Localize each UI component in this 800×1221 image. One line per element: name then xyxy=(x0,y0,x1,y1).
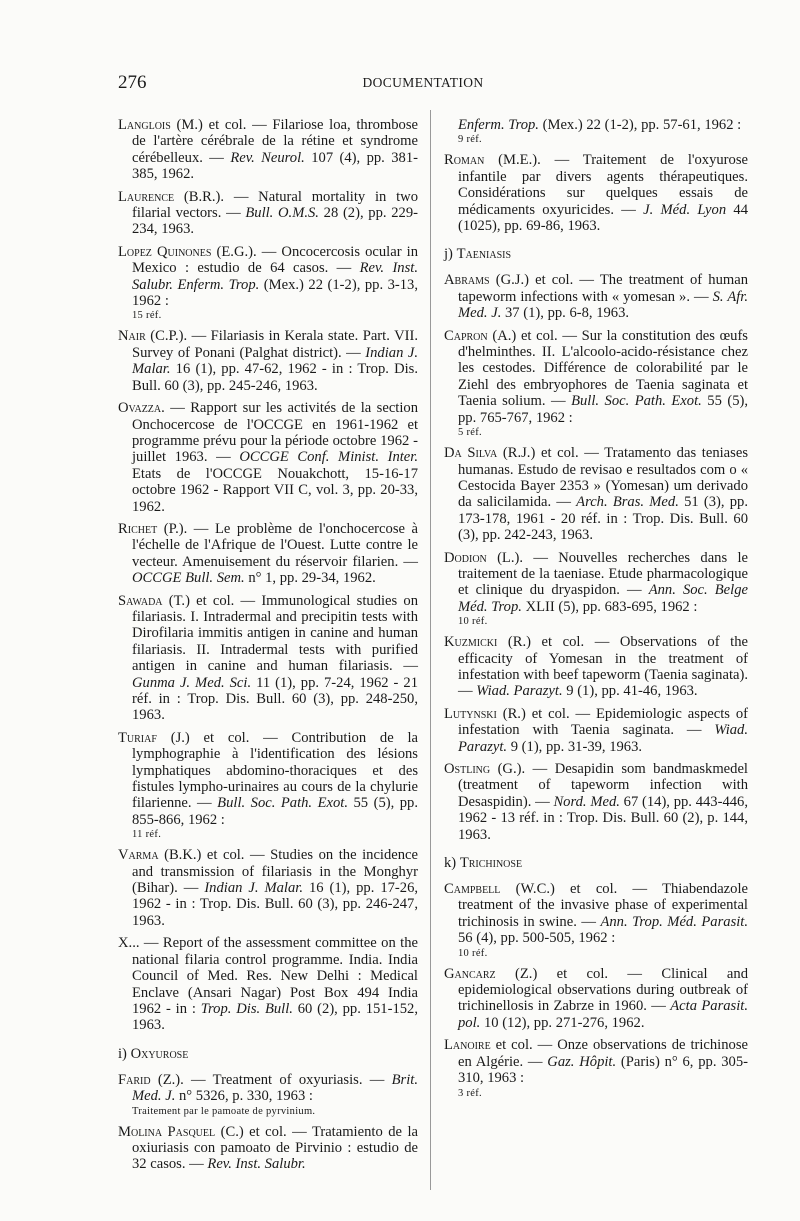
reference-author: Ostling xyxy=(444,761,491,777)
reference-author: Lutynski xyxy=(444,705,497,722)
reference-note: 3 réf. xyxy=(458,1087,482,1099)
reference-journal: Arch. Bras. Med. xyxy=(576,494,679,511)
reference-journal: Brit. Med. J. xyxy=(132,1071,418,1105)
reference-journal: Indian J. Malar. xyxy=(132,344,418,378)
reference-entry xyxy=(444,881,748,960)
reference-tail: 55 (5), pp. 855-866, 1962 : xyxy=(132,795,418,828)
reference-note: 10 réf. xyxy=(458,947,488,959)
reference-author: Kuzmicki xyxy=(444,634,498,651)
reference-tail: (Mex.) 22 (1-2), pp. 3-13, 1962 : xyxy=(132,276,418,310)
right-column xyxy=(444,117,748,1106)
reference-journal: Ann. Soc. Belge Méd. Trop. xyxy=(458,582,748,615)
reference-tail: 44 (1025), pp. 69-86, 1963. xyxy=(458,201,748,235)
reference-journal: Wiad. Parazyt. xyxy=(458,722,748,755)
reference-note: 11 réf. xyxy=(132,829,162,841)
reference-rest: (A.) et col. — Sur la constitution des œufs d'helminthes. II. L'alcoolo-acido-résistance chez les cestodes. Différence de colorabilité par le Ziehl des embryophores de Taenia saginata et Taenia solium. — xyxy=(458,327,748,410)
reference-entry xyxy=(118,593,418,724)
reference-entry xyxy=(444,328,748,439)
reference-tail: 9 (1), pp. 31-39, 1963. xyxy=(507,738,643,755)
reference-entry xyxy=(444,706,748,755)
section-heading-oxyurose: i) Oxyurose xyxy=(118,1045,189,1062)
reference-note: 5 réf. xyxy=(458,427,482,439)
reference-note: 15 réf. xyxy=(132,310,162,322)
reference-entry xyxy=(444,550,748,629)
reference-tail: 51 (3), pp. 173-178, 1961 - 20 réf. in : Trop. Dis. Bull. 60 (3), pp. 242-243, 1963. xyxy=(458,494,748,544)
reference-journal: Rev. Inst. Salubr. xyxy=(207,1156,306,1173)
reference-author: Da Silva xyxy=(444,445,498,462)
page-number: 276 xyxy=(118,72,147,93)
reference-journal: Gaz. Hôpit. xyxy=(547,1053,617,1070)
reference-author: Gancarz xyxy=(444,965,496,982)
reference-author: Ovazza xyxy=(118,400,162,417)
reference-journal: S. Afr. Med. J. xyxy=(458,288,748,322)
reference-author: Varma xyxy=(118,847,159,864)
reference-tail: 67 (14), pp. 443-446, 1962 - 13 réf. in : Trop. Dis. Bull. 60 (2), p. 144, 1963. xyxy=(458,793,748,843)
reference-journal: Indian J. Malar. xyxy=(204,880,303,897)
page-header xyxy=(118,72,728,98)
reference-tail: 60 (2), pp. 151-152, 1963. xyxy=(132,1000,418,1034)
reference-author: Farid xyxy=(118,1071,151,1088)
reference-rest: — Report of the assessment committee on the national filaria control programme. India. India Council of Med. Res. New Delhi : Medical Enclave (Ansari Nagar) Post Box 494 India 1962 - in : xyxy=(132,935,418,1017)
reference-author: Molina Pasquel xyxy=(118,1123,216,1140)
reference-entry xyxy=(118,117,418,183)
reference-tail: 56 (4), pp. 500-505, 1962 : xyxy=(458,930,616,947)
reference-author: Nair xyxy=(118,328,146,345)
reference-entry-continued: Enferm. Trop. (Mex.) 22 (1-2), pp. 57-61, 1962 : 9 réf. xyxy=(458,117,742,146)
reference-rest: (Z.) et col. — Clinical and epidemiological observations during outbreak of trichinellosis in Zabrze in 1960. — xyxy=(458,965,748,1015)
reference-journal: Bull. O.M.S. xyxy=(245,205,319,222)
reference-tail: 10 (12), pp. 271-276, 1962. xyxy=(480,1014,645,1031)
reference-tail: XLII (5), pp. 683-695, 1962 : xyxy=(521,598,698,615)
reference-tail: 107 (4), pp. 381-385, 1962. xyxy=(132,149,418,183)
reference-rest: (Z.). — Treatment of oxyuriasis. — xyxy=(150,1071,392,1088)
reference-rest: (T.) et col. — Immunological studies on filariasis. I. Intradermal and precipitin tests with Dirofilaria immitis antigen in canine and human filariasis. II. Intradermal tests with purified antigen in canine and human filariasis. — xyxy=(132,592,418,675)
reference-rest: . — Rapport sur les activités de la section Onchocercose de l'OCCGE en 1961-1962 et programme prévu pour la période octobre 1962 - juillet 1963. — xyxy=(132,400,418,466)
reference-journal: Bull. Soc. Path. Exot. xyxy=(217,795,348,812)
reference-entry xyxy=(118,1072,418,1118)
reference-rest: (R.) et col. — Epidemiologic aspects of infestation with Taenia saginata. — xyxy=(458,705,748,739)
reference-rest: (R.) et col. — Observations of the efficacity of Yomesan in the treatment of infestation with beef tapeworm (Taenia saginata). — xyxy=(458,634,748,700)
reference-author: Abrams xyxy=(444,272,490,289)
reference-tail: 9 (1), pp. 41-46, 1963. xyxy=(562,683,698,700)
reference-rest: (M.E.). — Traitement de l'oxyurose infantile par divers agents thérapeutiques. Considérations sur quelques essais de médicaments oxyuricides. — xyxy=(458,152,748,218)
reference-rest: (L.). — Nouvelles recherches dans le traitement de la taeniase. Etude pharmacologique et clinique du dryaspidon. — xyxy=(458,549,748,599)
reference-note: 10 réf. xyxy=(458,616,488,628)
reference-rest: (P.). — Le problème de l'onchocercose à l'échelle de l'Afrique de l'Ouest. Lutte contre le vecteur. Amenuisement du réservoir filarien. — xyxy=(132,520,418,570)
reference-entry xyxy=(118,189,418,238)
reference-entry xyxy=(118,1124,418,1173)
reference-author: Capron xyxy=(444,327,488,344)
reference-tail: 28 (2), pp. 229-234, 1963. xyxy=(132,205,418,238)
reference-tail: (Paris) n° 6, pp. 305-310, 1963 : xyxy=(458,1053,748,1087)
reference-entry xyxy=(444,1037,748,1099)
reference-journal: Bull. Soc. Path. Exot. xyxy=(571,393,702,410)
reference-journal: Nord. Med. xyxy=(553,793,620,810)
reference-author: Laurence xyxy=(118,188,175,205)
reference-journal: OCCGE Conf. Minist. Inter. xyxy=(239,449,418,466)
reference-journal: Rev. Neurol. xyxy=(230,149,305,166)
running-title: DOCUMENTATION xyxy=(362,75,484,90)
reference-rest: (R.J.) et col. — Tratamento das teniases humanas. Estudo de revisao e resultados com o « Cestocida Bayer 2353 » (Yomesan) um derivado da salicilamida. — xyxy=(458,445,748,511)
reference-journal: Trop. Dis. Bull. xyxy=(200,1000,293,1017)
reference-author: Langlois xyxy=(118,117,171,133)
reference-entry xyxy=(118,935,418,1033)
reference-journal: OCCGE Bull. Sem. xyxy=(132,570,245,587)
reference-journal: Wiad. Parazyt. xyxy=(476,683,563,700)
reference-entry xyxy=(118,521,418,587)
reference-rest: (J.) et col. — Contribution de la lymphographie à l'identification des lésions lymphatiques abdomino-thoraciques et des fistules lympho-urinaires au cours de la chylurie filarienne. — xyxy=(132,729,418,812)
reference-author: Richet xyxy=(118,520,158,537)
reference-entry xyxy=(118,730,418,841)
reference-journal: Rev. Inst. Salubr. Enferm. Trop. xyxy=(132,260,418,293)
left-column xyxy=(118,117,418,1179)
reference-author: Campbell xyxy=(444,881,501,898)
reference-tail: Etats de l'OCCGE Nouakchott, 15-16-17 octobre 1962 - Rapport VII C, vol. 3, pp. 20-33, 1962. xyxy=(132,465,418,515)
reference-tail: 16 (1), pp. 17-26, 1962 - in : Trop. Dis. Bull. 60 (3), pp. 246-247, 1963. xyxy=(132,880,419,929)
reference-entry xyxy=(444,272,748,321)
reference-rest: (M.) et col. — Filariose loa, thrombose de l'artère cérébrale de la rétine et syndrome cérébelleux. — xyxy=(132,117,418,166)
reference-rest: (C.) et col. — Tratamiento de la oxiuriasis con pamoato de Pirvinio : estudio de 32 casos. — xyxy=(132,1123,418,1173)
reference-author: Dodion xyxy=(444,549,487,566)
reference-rest: (C.P.). — Filariasis in Kerala state. Part. VII. Survey of Ponani (Palghat district). — xyxy=(132,328,418,361)
reference-rest: (G.J.) et col. — The treatment of human tapeworm infections with « yomesan ». — xyxy=(458,272,748,305)
reference-author: Turiaf xyxy=(118,729,157,746)
reference-rest: (B.K.) et col. — Studies on the incidence and transmission of filariasis in the Monghyr (Bihar). — xyxy=(132,847,418,897)
reference-tail: n° 1, pp. 29-34, 1962. xyxy=(244,570,376,587)
reference-rest: (E.G.). — Oncocercosis ocular in Mexico : estudio de 64 casos. — xyxy=(132,243,418,277)
section-heading-taeniasis: j) Taeniasis xyxy=(444,246,512,263)
reference-entry xyxy=(444,634,748,700)
reference-tail: 11 (1), pp. 7-24, 1962 - 21 réf. in : Trop. Dis. Bull. 60 (3), pp. 248-250, 1963. xyxy=(132,674,418,724)
reference-rest: (G.). — Desapidin som bandmaskmedel (treatment of tapeworm infection with Desaspidin). — xyxy=(458,761,748,810)
reference-tail: 16 (1), pp. 47-62, 1962 - in : Trop. Dis. Bull. 60 (3), pp. 245-246, 1963. xyxy=(132,361,418,394)
reference-journal: Ann. Trop. Méd. Parasit. xyxy=(600,913,749,930)
reference-journal: J. Méd. Lyon xyxy=(643,201,727,218)
reference-tail: n° 5326, p. 330, 1963 : xyxy=(175,1088,313,1105)
reference-rest: (W.C.) et col. — Thiabendazole treatment of the invasive phase of experimental trichinosis in swine. — xyxy=(458,881,748,930)
reference-author: X... xyxy=(118,935,140,952)
reference-author: Roman xyxy=(444,152,485,169)
column-divider xyxy=(430,110,431,1190)
reference-author: Lopez Quinones xyxy=(118,243,212,260)
reference-entry xyxy=(118,328,418,394)
reference-author: Sawada xyxy=(118,592,163,609)
reference-journal: Gunma J. Med. Sci. xyxy=(132,674,252,691)
reference-rest: (B.R.). — Natural mortality in two filarial vectors. — xyxy=(132,188,418,222)
reference-entry xyxy=(118,847,418,929)
reference-journal: Acta Parasit. pol. xyxy=(458,998,748,1031)
reference-rest: et col. — Onze observations de trichinose en Algérie. — xyxy=(458,1037,748,1070)
reference-note: Traitement par le pamoate de pyrvinium. xyxy=(132,1105,316,1117)
reference-tail: 55 (5), pp. 765-767, 1962 : xyxy=(458,393,748,426)
reference-entry xyxy=(118,244,418,323)
reference-tail: 37 (1), pp. 6-8, 1963. xyxy=(501,305,630,322)
reference-entry xyxy=(444,445,748,543)
reference-entry xyxy=(444,761,748,843)
reference-entry xyxy=(118,400,418,515)
section-heading-trichinose: k) Trichinose xyxy=(444,855,523,872)
reference-entry xyxy=(444,966,748,1032)
reference-author: Lanoire xyxy=(444,1037,491,1054)
reference-entry xyxy=(444,152,748,234)
